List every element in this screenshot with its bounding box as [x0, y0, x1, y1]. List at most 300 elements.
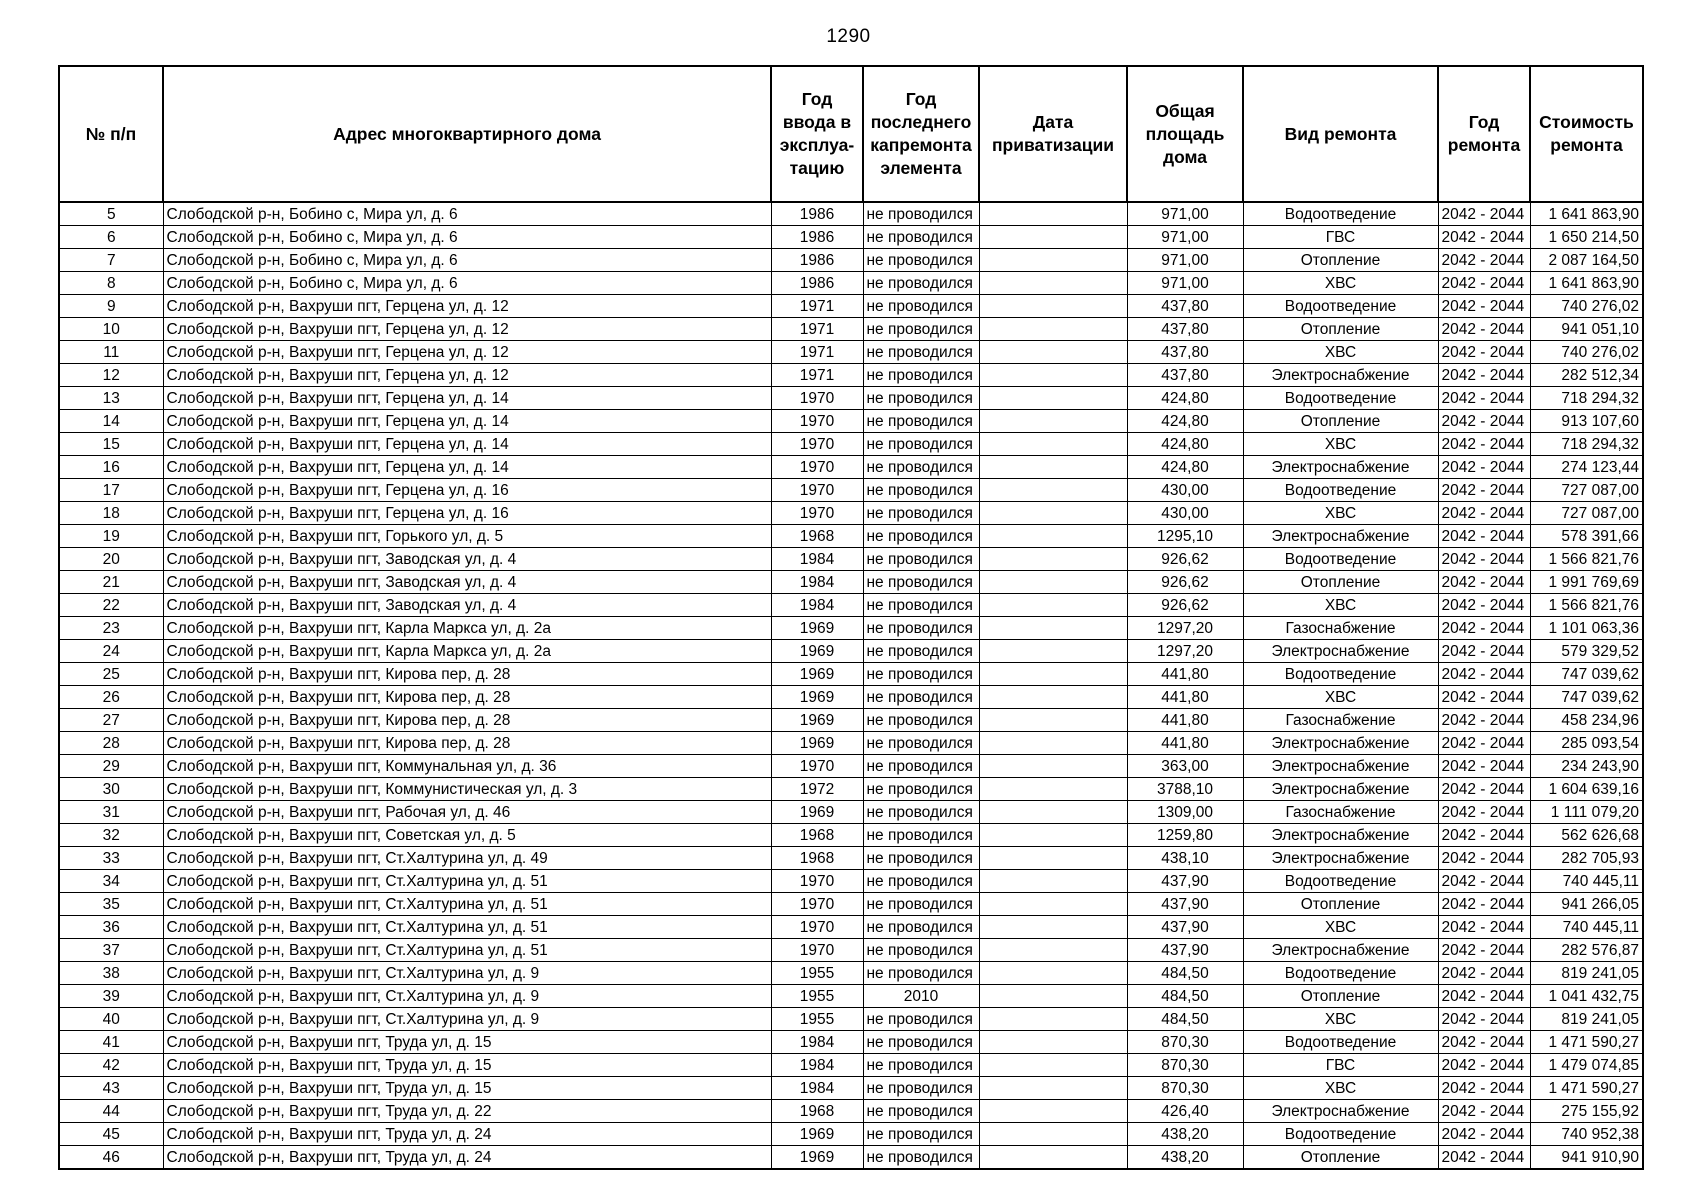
- cell-cost: 718 294,32: [1530, 387, 1643, 410]
- cell-num: 16: [59, 456, 163, 479]
- cell-num: 21: [59, 571, 163, 594]
- cell-cost: 562 626,68: [1530, 824, 1643, 847]
- cell-repair-years: 2042 - 2044: [1438, 1077, 1530, 1100]
- cell-last-repair: не проводился: [863, 1008, 979, 1031]
- cell-num: 27: [59, 709, 163, 732]
- cell-repair-years: 2042 - 2044: [1438, 939, 1530, 962]
- cell-address: Слободской р-н, Вахруши пгт, Карла Маркса ул, д. 2а: [163, 640, 771, 663]
- cell-repair-years: 2042 - 2044: [1438, 640, 1530, 663]
- cell-repair-type: Водоотведение: [1243, 962, 1438, 985]
- cell-privatization: [979, 824, 1127, 847]
- cell-year-commissioned: 1970: [771, 870, 863, 893]
- cell-num: 34: [59, 870, 163, 893]
- cell-cost: 1 111 079,20: [1530, 801, 1643, 824]
- cell-num: 18: [59, 502, 163, 525]
- cell-privatization: [979, 709, 1127, 732]
- cell-last-repair: не проводился: [863, 870, 979, 893]
- cell-last-repair: не проводился: [863, 663, 979, 686]
- cell-area: 437,80: [1127, 295, 1243, 318]
- cell-repair-type: Водоотведение: [1243, 548, 1438, 571]
- cell-year-commissioned: 1968: [771, 824, 863, 847]
- cell-address: Слободской р-н, Вахруши пгт, Труда ул, д. 15: [163, 1031, 771, 1054]
- cell-area: 426,40: [1127, 1100, 1243, 1123]
- table-row: [59, 732, 1643, 755]
- cell-last-repair: не проводился: [863, 410, 979, 433]
- cell-area: 437,80: [1127, 341, 1243, 364]
- cell-last-repair: не проводился: [863, 318, 979, 341]
- cell-last-repair: не проводился: [863, 272, 979, 295]
- cell-num: 41: [59, 1031, 163, 1054]
- cell-repair-type: Водоотведение: [1243, 202, 1438, 226]
- table-row: [59, 962, 1643, 985]
- table-row: [59, 870, 1643, 893]
- cell-repair-type: Электроснабжение: [1243, 456, 1438, 479]
- cell-year-commissioned: 1972: [771, 778, 863, 801]
- cell-repair-years: 2042 - 2044: [1438, 663, 1530, 686]
- cell-area: 424,80: [1127, 433, 1243, 456]
- cell-last-repair: не проводился: [863, 341, 979, 364]
- cell-num: 40: [59, 1008, 163, 1031]
- cell-privatization: [979, 456, 1127, 479]
- cell-address: Слободской р-н, Вахруши пгт, Советская ул, д. 5: [163, 824, 771, 847]
- cell-address: Слободской р-н, Вахруши пгт, Герцена ул, д. 12: [163, 295, 771, 318]
- cell-repair-years: 2042 - 2044: [1438, 686, 1530, 709]
- cell-privatization: [979, 1077, 1127, 1100]
- cell-repair-years: 2042 - 2044: [1438, 571, 1530, 594]
- cell-area: 1259,80: [1127, 824, 1243, 847]
- cell-cost: 1 991 769,69: [1530, 571, 1643, 594]
- cell-privatization: [979, 778, 1127, 801]
- cell-area: 441,80: [1127, 686, 1243, 709]
- cell-repair-type: ХВС: [1243, 1008, 1438, 1031]
- cell-last-repair: не проводился: [863, 433, 979, 456]
- table-row: [59, 226, 1643, 249]
- table-row: [59, 525, 1643, 548]
- cell-repair-years: 2042 - 2044: [1438, 433, 1530, 456]
- cell-address: Слободской р-н, Вахруши пгт, Труда ул, д. 24: [163, 1123, 771, 1146]
- cell-year-commissioned: 1970: [771, 916, 863, 939]
- cell-privatization: [979, 387, 1127, 410]
- cell-area: 3788,10: [1127, 778, 1243, 801]
- cell-address: Слободской р-н, Вахруши пгт, Труда ул, д. 15: [163, 1077, 771, 1100]
- cell-repair-years: 2042 - 2044: [1438, 318, 1530, 341]
- cell-area: 437,90: [1127, 939, 1243, 962]
- cell-repair-years: 2042 - 2044: [1438, 1031, 1530, 1054]
- cell-last-repair: не проводился: [863, 1077, 979, 1100]
- cell-repair-years: 2042 - 2044: [1438, 1054, 1530, 1077]
- cell-repair-type: Водоотведение: [1243, 387, 1438, 410]
- cell-address: Слободской р-н, Вахруши пгт, Герцена ул, д. 14: [163, 456, 771, 479]
- cell-privatization: [979, 801, 1127, 824]
- cell-area: 926,62: [1127, 548, 1243, 571]
- cell-repair-years: 2042 - 2044: [1438, 870, 1530, 893]
- cell-area: 437,90: [1127, 916, 1243, 939]
- table-row: [59, 318, 1643, 341]
- cell-privatization: [979, 226, 1127, 249]
- cell-address: Слободской р-н, Вахруши пгт, Кирова пер, д. 28: [163, 686, 771, 709]
- cell-last-repair: не проводился: [863, 939, 979, 962]
- cell-repair-type: Отопление: [1243, 985, 1438, 1008]
- cell-year-commissioned: 1986: [771, 249, 863, 272]
- cell-privatization: [979, 663, 1127, 686]
- cell-area: 926,62: [1127, 571, 1243, 594]
- cell-address: Слободской р-н, Вахруши пгт, Труда ул, д. 15: [163, 1054, 771, 1077]
- cell-year-commissioned: 1984: [771, 594, 863, 617]
- cell-area: 441,80: [1127, 663, 1243, 686]
- cell-last-repair: не проводился: [863, 295, 979, 318]
- cell-repair-type: ХВС: [1243, 686, 1438, 709]
- cell-address: Слободской р-н, Вахруши пгт, Герцена ул, д. 12: [163, 364, 771, 387]
- cell-privatization: [979, 295, 1127, 318]
- cell-cost: 282 512,34: [1530, 364, 1643, 387]
- cell-cost: 740 276,02: [1530, 295, 1643, 318]
- cell-num: 14: [59, 410, 163, 433]
- table-row: [59, 916, 1643, 939]
- cell-last-repair: не проводился: [863, 1146, 979, 1170]
- table-body: [59, 202, 1643, 1169]
- table-row: [59, 1054, 1643, 1077]
- table-row: [59, 341, 1643, 364]
- table-row: [59, 617, 1643, 640]
- cell-address: Слободской р-н, Бобино с, Мира ул, д. 6: [163, 202, 771, 226]
- cell-repair-type: ХВС: [1243, 1077, 1438, 1100]
- cell-repair-years: 2042 - 2044: [1438, 801, 1530, 824]
- cell-privatization: [979, 755, 1127, 778]
- cell-last-repair: не проводился: [863, 525, 979, 548]
- cell-cost: 740 445,11: [1530, 916, 1643, 939]
- cell-cost: 740 445,11: [1530, 870, 1643, 893]
- cell-privatization: [979, 479, 1127, 502]
- cell-repair-years: 2042 - 2044: [1438, 985, 1530, 1008]
- cell-privatization: [979, 1008, 1127, 1031]
- cell-cost: 578 391,66: [1530, 525, 1643, 548]
- cell-year-commissioned: 1969: [771, 801, 863, 824]
- cell-last-repair: не проводился: [863, 594, 979, 617]
- cell-num: 7: [59, 249, 163, 272]
- cell-address: Слободской р-н, Вахруши пгт, Горького ул, д. 5: [163, 525, 771, 548]
- cell-year-commissioned: 1984: [771, 1077, 863, 1100]
- cell-address: Слободской р-н, Вахруши пгт, Герцена ул, д. 16: [163, 502, 771, 525]
- cell-privatization: [979, 594, 1127, 617]
- cell-cost: 275 155,92: [1530, 1100, 1643, 1123]
- cell-num: 33: [59, 847, 163, 870]
- cell-year-commissioned: 1968: [771, 525, 863, 548]
- cell-area: 438,10: [1127, 847, 1243, 870]
- cell-repair-years: 2042 - 2044: [1438, 410, 1530, 433]
- cell-address: Слободской р-н, Вахруши пгт, Коммунистическая ул, д. 3: [163, 778, 771, 801]
- cell-area: 438,20: [1127, 1146, 1243, 1170]
- header-area: Общая площадь дома: [1127, 66, 1243, 202]
- cell-cost: 1 041 432,75: [1530, 985, 1643, 1008]
- cell-num: 31: [59, 801, 163, 824]
- cell-area: 971,00: [1127, 202, 1243, 226]
- cell-num: 15: [59, 433, 163, 456]
- cell-repair-years: 2042 - 2044: [1438, 778, 1530, 801]
- cell-year-commissioned: 1969: [771, 617, 863, 640]
- cell-repair-years: 2042 - 2044: [1438, 1100, 1530, 1123]
- cell-repair-type: Водоотведение: [1243, 663, 1438, 686]
- cell-num: 10: [59, 318, 163, 341]
- cell-privatization: [979, 525, 1127, 548]
- table-row: [59, 686, 1643, 709]
- cell-year-commissioned: 1955: [771, 962, 863, 985]
- cell-num: 9: [59, 295, 163, 318]
- cell-privatization: [979, 548, 1127, 571]
- cell-repair-years: 2042 - 2044: [1438, 479, 1530, 502]
- cell-area: 971,00: [1127, 249, 1243, 272]
- table-row: [59, 249, 1643, 272]
- cell-cost: 1 566 821,76: [1530, 594, 1643, 617]
- cell-privatization: [979, 410, 1127, 433]
- cell-repair-type: Электроснабжение: [1243, 778, 1438, 801]
- cell-cost: 1 650 214,50: [1530, 226, 1643, 249]
- cell-num: 13: [59, 387, 163, 410]
- cell-year-commissioned: 1969: [771, 686, 863, 709]
- cell-area: 430,00: [1127, 479, 1243, 502]
- cell-address: Слободской р-н, Вахруши пгт, Герцена ул, д. 14: [163, 433, 771, 456]
- table-row: [59, 1146, 1643, 1170]
- cell-area: 424,80: [1127, 387, 1243, 410]
- cell-year-commissioned: 1984: [771, 571, 863, 594]
- cell-repair-type: Водоотведение: [1243, 479, 1438, 502]
- table-row: [59, 939, 1643, 962]
- cell-num: 26: [59, 686, 163, 709]
- cell-cost: 1 479 074,85: [1530, 1054, 1643, 1077]
- cell-last-repair: не проводился: [863, 640, 979, 663]
- table-row: [59, 640, 1643, 663]
- cell-cost: 1 471 590,27: [1530, 1031, 1643, 1054]
- cell-cost: 941 266,05: [1530, 893, 1643, 916]
- cell-address: Слободской р-н, Вахруши пгт, Ст.Халтурина ул, д. 49: [163, 847, 771, 870]
- header-cost: Стоимость ремонта: [1530, 66, 1643, 202]
- cell-repair-type: Водоотведение: [1243, 1031, 1438, 1054]
- cell-repair-type: Электроснабжение: [1243, 640, 1438, 663]
- cell-repair-type: ХВС: [1243, 916, 1438, 939]
- table-row: [59, 295, 1643, 318]
- cell-repair-years: 2042 - 2044: [1438, 962, 1530, 985]
- cell-repair-years: 2042 - 2044: [1438, 249, 1530, 272]
- cell-repair-years: 2042 - 2044: [1438, 732, 1530, 755]
- cell-area: 424,80: [1127, 456, 1243, 479]
- cell-repair-years: 2042 - 2044: [1438, 295, 1530, 318]
- cell-last-repair: не проводился: [863, 364, 979, 387]
- cell-repair-years: 2042 - 2044: [1438, 893, 1530, 916]
- cell-cost: 941 051,10: [1530, 318, 1643, 341]
- cell-repair-years: 2042 - 2044: [1438, 1008, 1530, 1031]
- cell-repair-type: Отопление: [1243, 318, 1438, 341]
- cell-year-commissioned: 1984: [771, 1031, 863, 1054]
- cell-cost: 1 641 863,90: [1530, 272, 1643, 295]
- cell-year-commissioned: 1984: [771, 548, 863, 571]
- cell-last-repair: не проводился: [863, 479, 979, 502]
- cell-privatization: [979, 1100, 1127, 1123]
- table-row: [59, 502, 1643, 525]
- cell-num: 36: [59, 916, 163, 939]
- cell-privatization: [979, 433, 1127, 456]
- cell-last-repair: не проводился: [863, 202, 979, 226]
- cell-repair-years: 2042 - 2044: [1438, 709, 1530, 732]
- cell-cost: 579 329,52: [1530, 640, 1643, 663]
- header-num: № п/п: [59, 66, 163, 202]
- cell-repair-type: Водоотведение: [1243, 295, 1438, 318]
- table-row: [59, 410, 1643, 433]
- cell-num: 39: [59, 985, 163, 1008]
- table-row: [59, 571, 1643, 594]
- cell-last-repair: не проводился: [863, 548, 979, 571]
- cell-year-commissioned: 1970: [771, 433, 863, 456]
- cell-area: 437,80: [1127, 364, 1243, 387]
- cell-address: Слободской р-н, Вахруши пгт, Ст.Халтурина ул, д. 51: [163, 870, 771, 893]
- table-row: [59, 433, 1643, 456]
- cell-repair-type: ГВС: [1243, 1054, 1438, 1077]
- cell-repair-years: 2042 - 2044: [1438, 341, 1530, 364]
- cell-area: 870,30: [1127, 1031, 1243, 1054]
- cell-last-repair: не проводился: [863, 1100, 979, 1123]
- cell-repair-years: 2042 - 2044: [1438, 548, 1530, 571]
- cell-privatization: [979, 893, 1127, 916]
- cell-address: Слободской р-н, Вахруши пгт, Труда ул, д. 24: [163, 1146, 771, 1170]
- cell-num: 29: [59, 755, 163, 778]
- table-row: [59, 456, 1643, 479]
- cell-address: Слободской р-н, Вахруши пгт, Коммунальная ул, д. 36: [163, 755, 771, 778]
- cell-address: Слободской р-н, Вахруши пгт, Заводская ул, д. 4: [163, 548, 771, 571]
- repair-registry-table: [58, 65, 1644, 1170]
- cell-last-repair: 2010: [863, 985, 979, 1008]
- cell-area: 1309,00: [1127, 801, 1243, 824]
- cell-cost: 747 039,62: [1530, 686, 1643, 709]
- table-row: [59, 824, 1643, 847]
- cell-year-commissioned: 1970: [771, 387, 863, 410]
- cell-area: 430,00: [1127, 502, 1243, 525]
- cell-year-commissioned: 1969: [771, 640, 863, 663]
- cell-repair-type: ХВС: [1243, 341, 1438, 364]
- cell-year-commissioned: 1971: [771, 318, 863, 341]
- cell-repair-years: 2042 - 2044: [1438, 617, 1530, 640]
- cell-num: 44: [59, 1100, 163, 1123]
- cell-cost: 458 234,96: [1530, 709, 1643, 732]
- cell-privatization: [979, 640, 1127, 663]
- cell-privatization: [979, 272, 1127, 295]
- cell-privatization: [979, 364, 1127, 387]
- cell-area: 363,00: [1127, 755, 1243, 778]
- cell-address: Слободской р-н, Вахруши пгт, Заводская ул, д. 4: [163, 571, 771, 594]
- cell-area: 437,90: [1127, 893, 1243, 916]
- cell-year-commissioned: 1970: [771, 939, 863, 962]
- cell-privatization: [979, 571, 1127, 594]
- cell-area: 870,30: [1127, 1054, 1243, 1077]
- cell-repair-years: 2042 - 2044: [1438, 755, 1530, 778]
- cell-area: 484,50: [1127, 985, 1243, 1008]
- cell-cost: 2 087 164,50: [1530, 249, 1643, 272]
- cell-last-repair: не проводился: [863, 1123, 979, 1146]
- cell-last-repair: не проводился: [863, 893, 979, 916]
- cell-cost: 747 039,62: [1530, 663, 1643, 686]
- cell-cost: 727 087,00: [1530, 479, 1643, 502]
- cell-repair-years: 2042 - 2044: [1438, 525, 1530, 548]
- cell-address: Слободской р-н, Вахруши пгт, Труда ул, д. 22: [163, 1100, 771, 1123]
- cell-last-repair: не проводился: [863, 571, 979, 594]
- cell-address: Слободской р-н, Вахруши пгт, Рабочая ул, д. 46: [163, 801, 771, 824]
- cell-year-commissioned: 1955: [771, 985, 863, 1008]
- cell-cost: 282 576,87: [1530, 939, 1643, 962]
- table-row: [59, 202, 1643, 226]
- cell-year-commissioned: 1970: [771, 502, 863, 525]
- cell-repair-type: Отопление: [1243, 1146, 1438, 1170]
- cell-year-commissioned: 1970: [771, 755, 863, 778]
- cell-address: Слободской р-н, Вахруши пгт, Ст.Халтурина ул, д. 9: [163, 985, 771, 1008]
- cell-cost: 718 294,32: [1530, 433, 1643, 456]
- cell-year-commissioned: 1970: [771, 410, 863, 433]
- cell-privatization: [979, 985, 1127, 1008]
- cell-last-repair: не проводился: [863, 502, 979, 525]
- cell-privatization: [979, 939, 1127, 962]
- cell-repair-type: Водоотведение: [1243, 1123, 1438, 1146]
- table-row: [59, 272, 1643, 295]
- cell-last-repair: не проводился: [863, 686, 979, 709]
- cell-num: 37: [59, 939, 163, 962]
- table-row: [59, 778, 1643, 801]
- cell-num: 32: [59, 824, 163, 847]
- cell-last-repair: не проводился: [863, 755, 979, 778]
- table-row: [59, 709, 1643, 732]
- cell-privatization: [979, 617, 1127, 640]
- cell-num: 45: [59, 1123, 163, 1146]
- cell-cost: 819 241,05: [1530, 962, 1643, 985]
- cell-last-repair: не проводился: [863, 1031, 979, 1054]
- cell-year-commissioned: 1970: [771, 893, 863, 916]
- cell-cost: 1 471 590,27: [1530, 1077, 1643, 1100]
- cell-cost: 282 705,93: [1530, 847, 1643, 870]
- cell-year-commissioned: 1986: [771, 226, 863, 249]
- cell-repair-years: 2042 - 2044: [1438, 502, 1530, 525]
- cell-year-commissioned: 1968: [771, 1100, 863, 1123]
- table-header: [59, 66, 1643, 202]
- cell-repair-years: 2042 - 2044: [1438, 824, 1530, 847]
- cell-num: 23: [59, 617, 163, 640]
- cell-address: Слободской р-н, Вахруши пгт, Герцена ул, д. 12: [163, 318, 771, 341]
- cell-repair-years: 2042 - 2044: [1438, 847, 1530, 870]
- cell-repair-years: 2042 - 2044: [1438, 387, 1530, 410]
- table-row: [59, 985, 1643, 1008]
- cell-area: 484,50: [1127, 962, 1243, 985]
- cell-year-commissioned: 1970: [771, 479, 863, 502]
- cell-cost: 274 123,44: [1530, 456, 1643, 479]
- cell-num: 25: [59, 663, 163, 686]
- cell-repair-years: 2042 - 2044: [1438, 1146, 1530, 1170]
- cell-address: Слободской р-н, Вахруши пгт, Ст.Халтурина ул, д. 51: [163, 939, 771, 962]
- cell-address: Слободской р-н, Вахруши пгт, Герцена ул, д. 14: [163, 387, 771, 410]
- cell-area: 1295,10: [1127, 525, 1243, 548]
- cell-privatization: [979, 318, 1127, 341]
- cell-year-commissioned: 1984: [771, 1054, 863, 1077]
- cell-num: 35: [59, 893, 163, 916]
- cell-repair-years: 2042 - 2044: [1438, 202, 1530, 226]
- cell-year-commissioned: 1970: [771, 456, 863, 479]
- table-row: [59, 801, 1643, 824]
- cell-num: 46: [59, 1146, 163, 1170]
- cell-year-commissioned: 1971: [771, 295, 863, 318]
- cell-area: 437,80: [1127, 318, 1243, 341]
- cell-privatization: [979, 502, 1127, 525]
- cell-repair-type: Отопление: [1243, 410, 1438, 433]
- cell-area: 1297,20: [1127, 640, 1243, 663]
- header-last-repair: Год последнего капремонта элемента: [863, 66, 979, 202]
- cell-repair-type: Отопление: [1243, 893, 1438, 916]
- cell-address: Слободской р-н, Вахруши пгт, Кирова пер, д. 28: [163, 732, 771, 755]
- cell-num: 6: [59, 226, 163, 249]
- cell-num: 30: [59, 778, 163, 801]
- cell-address: Слободской р-н, Вахруши пгт, Ст.Халтурина ул, д. 9: [163, 1008, 771, 1031]
